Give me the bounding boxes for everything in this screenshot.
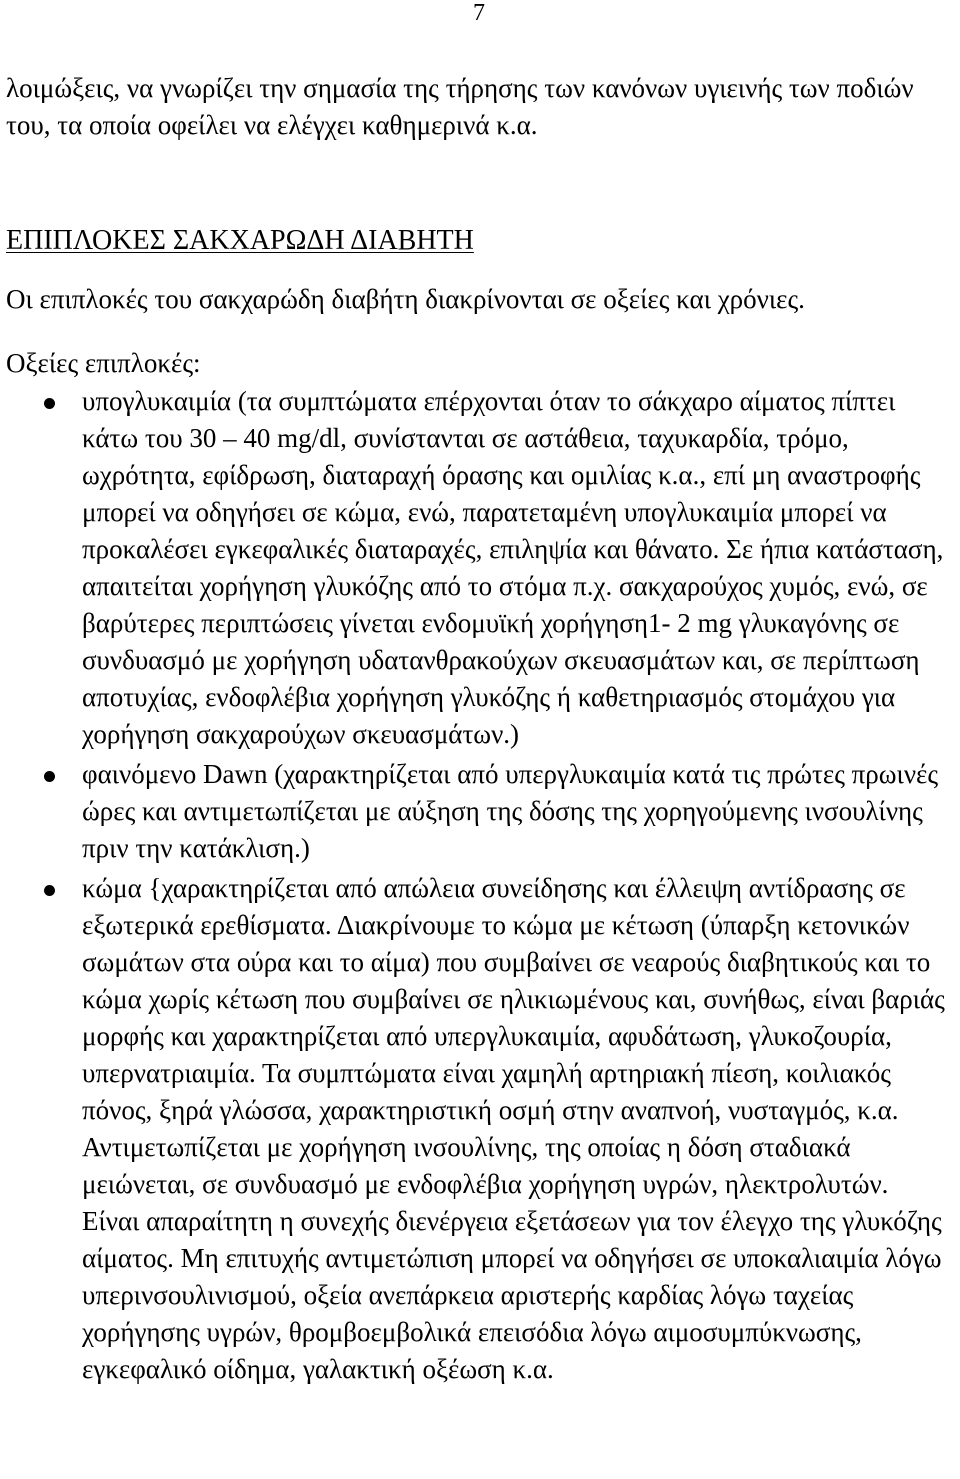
summary-paragraph: Οι επιπλοκές του σακχαρώδη διαβήτη διακρίνονται σε οξείες και χρόνιες. [6,284,805,314]
bullet-icon [44,771,55,782]
section-heading: ΕΠΙΠΛΟΚΕΣ ΣΑΚΧΑΡΩΔΗ ΔΙΑΒΗΤΗ [6,225,474,256]
page-number: 7 [473,0,485,26]
list-item [6,756,950,867]
complications-list [6,383,950,1388]
list-item [6,383,950,753]
list-item-text: κώμα {χαρακτηρίζεται από απώλεια συνείδησης και έλλειψη αντίδρασης σε εξωτερικά ερεθίσματα. Διακρίνουμε το κώμα με κέτωση (ύπαρξη κετονικών σωμάτων στα ούρα και το αίμα) που συμβαίνει σε νεαρούς διαβητικούς και το κώμα χωρίς κέτωση που συμβαίνει σε ηλικιωμένους και, συνήθως, είναι βαριάς μορφής και χαρακτηρίζεται από υπεργλυκαιμία, αφυδάτωση, γλυκοζουρία, υπερνατριαιμία. Τα συμπτώματα είναι χαμηλή αρτηριακή πίεση, κοιλιακός πόνος, ξηρά γλώσσα, χαρακτηριστική οσμή στην αναπνοή, νυσταγμός, κ.α. Αντιμετωπίζεται με χορήγηση ινσουλίνης, της οποίας η δόση σταδιακά μειώνεται, σε συνδυασμό με ενδοφλέβια χορήγηση υγρών, ηλεκτρολυτών. Είναι απαραίτητη η συνεχής διενέργεια εξετάσεων για τον έλεγχο της γλυκόζης αίματος. Μη επιτυχής αντιμετώπιση μπορεί να οδηγήσει σε υποκαλιαιμία λόγω υπερινσουλινισμού, οξεία ανεπάρκεια αριστερής καρδίας λόγω ταχείας χορήγησης υγρών, θρομβοεμβολικά επεισόδια λόγω αιμοσυμπύκνωσης, εγκεφαλικό οίδημα, γαλακτική οξέωση κ.α. [82,873,945,1384]
list-item-text: υπογλυκαιμία (τα συμπτώματα επέρχονται όταν το σάκχαρο αίματος πίπτει κάτω του 30 – 40 mg/dl, συνίστανται σε αστάθεια, ταχυκαρδία, τρόμο, ωχρότητα, εφίδρωση, διαταραχή όρασης και ομιλίας κ.α., επί μη αναστροφής μπορεί να οδηγήσει σε κώμα, ενώ, παρατεταμένη υπογλυκαιμία μπορεί να προκαλέσει εγκεφαλικές διαταραχές, επιληψία και θάνατο. Σε ήπια κατάσταση, απαιτείται χορήγηση γλυκόζης από το στόμα π.χ. σακχαρούχος χυμός, ενώ, σε βαρύτερες περιπτώσεις γίνεται ενδομυϊκή χορήγηση1- 2 mg γλυκαγόνης σε συνδυασμό με χορήγηση υδατανθρακούχων σκευασμάτων και, σε περίπτωση αποτυχίας, ενδοφλέβια χορήγηση γλυκόζης ή καθετηριασμός στομάχου για χορήγηση σακχαρούχων σκευασμάτων.) [82,386,944,749]
list-item [6,870,950,1388]
document-body [6,70,950,1391]
list-item-text: φαινόμενο Dawn (χαρακτηρίζεται από υπεργλυκαιμία κατά τις πρώτες πρωινές ώρες και αντιμετωπίζεται με αύξηση της δόσης της χορηγούμενης ινσουλίνης πριν την κατάκλιση.) [82,759,939,863]
acute-complications-label: Οξείες επιπλοκές: [6,348,201,378]
bullet-icon [44,885,55,896]
bullet-icon [44,398,55,409]
intro-paragraph: λοιμώξεις, να γνωρίζει την σημασία της τήρησης των κανόνων υγιεινής των ποδιών του, τα οποία οφείλει να ελέγχει καθημερινά κ.α. [6,73,914,140]
